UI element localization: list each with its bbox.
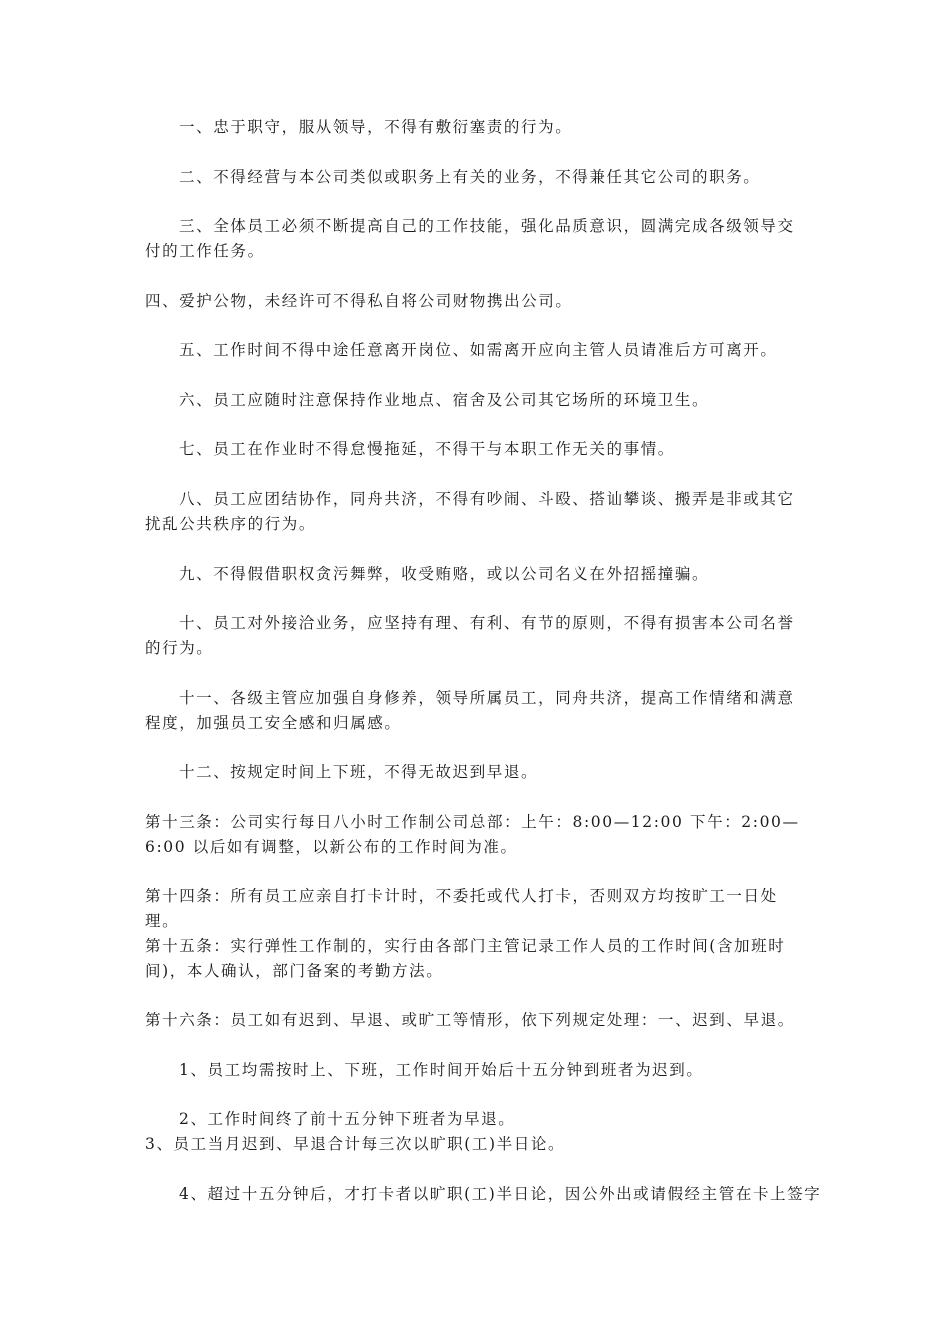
paragraph-13: 第十三条：公司实行每日八小时工作制公司总部：上午：8:00—12:00 下午：2:00—6:00 以后如有调整，以新公布的工作时间为准。 [145, 813, 800, 856]
paragraph-14: 第十四条：所有员工应亲自打卡计时，不委托或代人打卡，否则双方均按旷工一日处理。 [145, 887, 778, 930]
paragraph-5: 五、工作时间不得中途任意离开岗位、如需离开应向主管人员请准后方可离开。 [179, 341, 778, 359]
paragraph-7: 七、员工在作业时不得怠慢拖延，不得干与本职工作无关的事情。 [179, 440, 675, 458]
paragraph-8: 八、员工应团结协作，同舟共济，不得有吵闹、斗殴、搭讪攀谈、搬弄是非或其它扰乱公共秩序的行为。 [145, 490, 795, 533]
paragraph-3: 三、全体员工必须不断提高自己的工作技能，强化品质意识，圆满完成各级领导交付的工作任务。 [145, 217, 795, 260]
paragraph-20: 4、超过十五分钟后，才打卡者以旷职(工)半日论，因公外出或请假经主管在卡上签字 [179, 1185, 822, 1203]
paragraph-19: 3、员工当月迟到、早退合计每三次以旷职(工)半日论。 [145, 1135, 566, 1153]
paragraph-6: 六、员工应随时注意保持作业地点、宿舍及公司其它场所的环境卫生。 [179, 391, 710, 409]
paragraph-17: 1、员工均需按时上、下班，工作时间开始后十五分钟到班者为迟到。 [179, 1061, 704, 1079]
paragraph-9: 九、不得假借职权贪污舞弊，收受贿赂，或以公司名义在外招摇撞骗。 [179, 565, 710, 583]
paragraph-2: 二、不得经营与本公司类似或职务上有关的业务，不得兼任其它公司的职务。 [179, 168, 761, 186]
paragraph-1: 一、忠于职守，服从领导，不得有敷衍塞责的行为。 [179, 118, 573, 136]
paragraph-11: 十一、各级主管应加强自身修养，领导所属员工，同舟共济，提高工作情绪和满意程度，加强员工安全感和归属感。 [145, 689, 795, 732]
paragraph-12: 十二、按规定时间上下班，不得无故迟到早退。 [179, 763, 539, 781]
paragraph-18: 2、工作时间终了前十五分钟下班者为早退。 [179, 1110, 516, 1128]
paragraph-4: 四、爱护公物，未经许可不得私自将公司财物携出公司。 [145, 292, 573, 310]
paragraph-15: 第十五条：实行弹性工作制的，实行由各部门主管记录工作人员的工作时间(含加班时间)，本人确认，部门备案的考勤方法。 [145, 937, 786, 980]
paragraph-10: 十、员工对外接洽业务，应坚持有理、有利、有节的原则，不得有损害本公司名誉的行为。 [145, 614, 795, 657]
paragraph-16: 第十六条：员工如有迟到、早退、或旷工等情形，依下列规定处理：一、迟到、早退。 [145, 1011, 795, 1029]
